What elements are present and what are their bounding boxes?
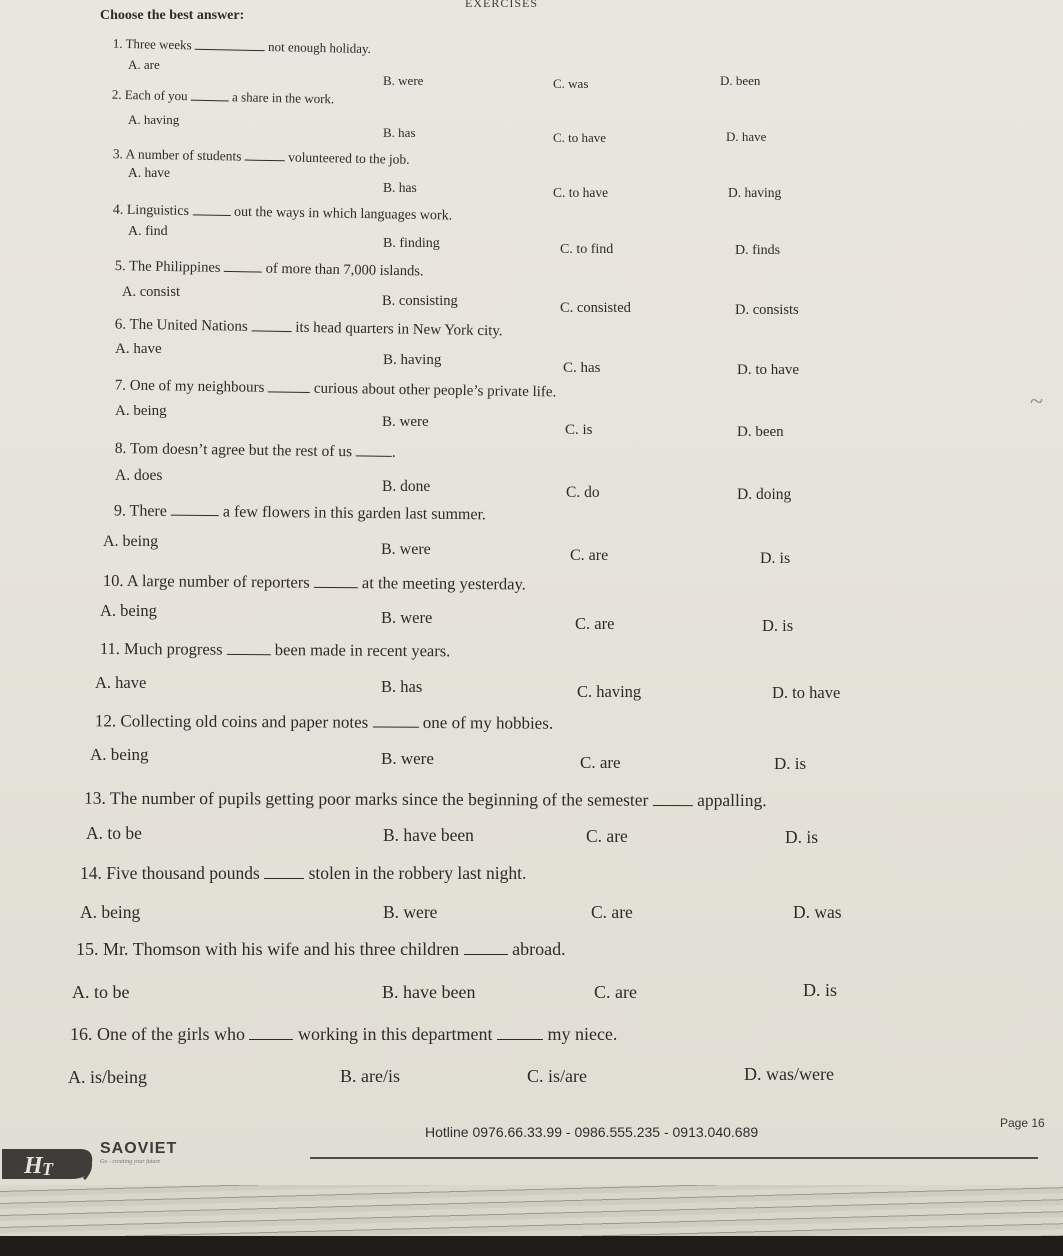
option-b[interactable]: B. have been: [383, 825, 474, 845]
question-number: 16.: [70, 1024, 93, 1045]
option-d[interactable]: D. been: [720, 73, 761, 88]
option-a[interactable]: A. consist: [122, 284, 180, 300]
answer-blank[interactable]: [356, 441, 392, 456]
option-a[interactable]: A. to be: [86, 823, 142, 843]
option-a[interactable]: A. is/being: [68, 1067, 147, 1087]
option-d[interactable]: D. is: [803, 980, 838, 1000]
option-d[interactable]: D. consists: [735, 302, 799, 318]
option-b[interactable]: B. were: [381, 541, 431, 558]
stem-before: A number of students: [125, 146, 242, 164]
option-c[interactable]: C. are: [586, 826, 628, 846]
stem-before: Three weeks: [125, 35, 192, 53]
option-b[interactable]: B. consisting: [382, 293, 458, 309]
answer-blank[interactable]: [464, 938, 508, 955]
question-number: 11.: [99, 638, 121, 658]
stem-after: .: [391, 443, 396, 461]
option-c[interactable]: C. are: [570, 547, 609, 564]
answer-blank[interactable]: [264, 862, 304, 879]
option-a[interactable]: A. having: [128, 112, 180, 127]
question-number: 7.: [114, 377, 127, 394]
option-a[interactable]: A. being: [80, 902, 141, 922]
stem-before: Much progress: [124, 639, 223, 659]
question-stem: [115, 375, 557, 401]
answer-blank[interactable]: [227, 639, 271, 655]
margin-mark: ~: [1030, 389, 1043, 415]
option-c[interactable]: C. do: [566, 484, 600, 501]
stem-before: The Philippines: [128, 258, 221, 276]
option-b[interactable]: B. have been: [382, 982, 476, 1002]
stem-after: abroad.: [512, 939, 566, 960]
question-number: 6.: [114, 316, 127, 333]
option-c[interactable]: C. consisted: [560, 300, 631, 316]
answer-blank[interactable]: [653, 789, 693, 806]
question-stem: [76, 938, 566, 960]
stem-after: one of my hobbies.: [422, 713, 554, 733]
stem-after: volunteered to the job.: [288, 149, 410, 167]
option-d[interactable]: D. is: [785, 827, 819, 847]
option-c[interactable]: C. is: [565, 422, 593, 438]
answer-blank[interactable]: [245, 148, 285, 162]
option-a[interactable]: A. does: [115, 467, 163, 484]
option-c[interactable]: C. was: [553, 76, 589, 91]
stem-before: Collecting old coins and paper notes: [120, 711, 369, 732]
stem-middle: working in this department: [297, 1024, 493, 1045]
option-c[interactable]: C. is/are: [527, 1066, 587, 1086]
option-a[interactable]: A. are: [128, 57, 160, 72]
answer-blank-2[interactable]: [497, 1023, 543, 1040]
answer-blank[interactable]: [249, 1023, 293, 1040]
svg-text:H: H: [24, 1153, 43, 1179]
option-c[interactable]: C. are: [594, 982, 637, 1002]
option-d[interactable]: D. finds: [735, 243, 781, 258]
option-d[interactable]: D. having: [728, 185, 782, 200]
question-number: 10.: [102, 570, 124, 591]
option-d[interactable]: D. is: [774, 754, 807, 773]
option-d[interactable]: D. been: [737, 424, 784, 440]
stem-after: out the ways in which languages work.: [233, 204, 453, 224]
option-b[interactable]: B. were: [381, 608, 433, 627]
option-d[interactable]: D. to have: [737, 362, 800, 378]
question-stem: [100, 638, 451, 661]
stem-after: my niece.: [547, 1024, 618, 1045]
option-b[interactable]: B. were: [381, 749, 434, 768]
page-number: Page 16: [1000, 1116, 1045, 1130]
answer-blank[interactable]: [171, 501, 219, 517]
stem-after: at the meeting yesterday.: [361, 573, 526, 594]
hotline-text: Hotline 0976.66.33.99 - 0986.555.235 - 0913.040.689: [425, 1124, 759, 1140]
question-stem: [84, 787, 767, 811]
question-number: 13.: [83, 787, 106, 808]
question-number: 1.: [112, 35, 123, 51]
option-c[interactable]: C. are: [575, 614, 615, 633]
option-a[interactable]: A. have: [128, 165, 170, 180]
option-b[interactable]: B. done: [382, 478, 431, 495]
option-b[interactable]: B. has: [383, 180, 417, 195]
stem-before: One of the girls who: [97, 1024, 245, 1045]
question-number: 4.: [112, 202, 124, 218]
question-stem: [113, 200, 453, 225]
question-stem: [115, 314, 503, 340]
option-c[interactable]: C. to find: [560, 242, 614, 257]
brand-name: SAOVIET: [100, 1140, 178, 1157]
stem-after: its head quarters in New York city.: [295, 319, 503, 340]
answer-blank[interactable]: [252, 316, 292, 331]
instructions: Choose the best answer:: [100, 8, 245, 23]
option-b[interactable]: B. were: [382, 414, 429, 430]
question-stem: [115, 256, 424, 280]
stem-before: Tom doesn’t agree but the rest of us: [129, 440, 353, 461]
option-c[interactable]: C. to have: [553, 185, 609, 200]
question-number: 3.: [112, 146, 124, 162]
question-stem: [114, 500, 486, 524]
option-a[interactable]: A. being: [90, 745, 149, 764]
stem-before: Five thousand pounds: [106, 862, 260, 883]
question-number: 15.: [76, 939, 99, 960]
stem-before: A large number of reporters: [126, 571, 310, 592]
svg-text:T: T: [42, 1159, 53, 1179]
option-a[interactable]: A. to be: [72, 982, 130, 1002]
stem-after: been made in recent years.: [274, 640, 451, 661]
option-a[interactable]: A. have: [115, 341, 162, 357]
answer-blank[interactable]: [314, 572, 358, 588]
option-b[interactable]: B. has: [383, 125, 416, 140]
question-stem: [113, 35, 371, 57]
stem-after: not enough holiday.: [267, 38, 372, 57]
option-d[interactable]: D. is: [760, 550, 791, 567]
stem-before: Linguistics: [126, 202, 190, 219]
answer-blank[interactable]: [191, 88, 229, 101]
question-stem: [103, 570, 526, 595]
page-header: EXERCISES: [465, 0, 539, 10]
answer-blank[interactable]: [224, 258, 262, 273]
option-a[interactable]: A. being: [103, 533, 159, 550]
option-c[interactable]: C. are: [591, 902, 633, 922]
stem-before: The United Nations: [129, 316, 248, 335]
option-d[interactable]: D. is: [762, 616, 794, 635]
question-stem: [95, 710, 553, 734]
answer-blank[interactable]: [192, 201, 230, 215]
question-stem: [70, 1023, 617, 1045]
option-b[interactable]: B. were: [383, 73, 424, 88]
brand-tagline: Go - creating your future: [100, 1159, 161, 1165]
stem-before: The number of pupils getting poor marks since the beginning of the semester: [109, 787, 649, 810]
question-stem: [80, 862, 526, 884]
answer-blank[interactable]: [373, 711, 419, 728]
stem-after: stolen in the robbery last night.: [308, 862, 527, 883]
question-number: 14.: [80, 862, 102, 883]
stem-after: of more than 7,000 islands.: [265, 260, 424, 280]
stem-before: Mr. Thomson with his wife and his three children: [103, 939, 460, 960]
option-b[interactable]: B. having: [383, 352, 442, 368]
option-c[interactable]: C. to have: [553, 130, 607, 145]
option-b[interactable]: B. were: [383, 902, 438, 922]
saoviet-logo-icon: [2, 1143, 98, 1185]
question-number: 5.: [114, 258, 126, 275]
option-c[interactable]: C. are: [580, 753, 621, 772]
question-stem: [112, 86, 335, 107]
option-b[interactable]: B. finding: [383, 236, 440, 251]
stem-after: appalling.: [697, 789, 767, 811]
option-b[interactable]: B. has: [381, 677, 423, 696]
option-d[interactable]: D. was: [793, 902, 842, 922]
question-number: 9.: [113, 502, 126, 520]
option-c[interactable]: C. has: [563, 360, 601, 376]
option-b[interactable]: B. are/is: [340, 1066, 400, 1086]
question-number: 8.: [114, 439, 127, 458]
stem-after: curious about other people’s private life.: [313, 380, 557, 401]
stem-after: a share in the work.: [231, 89, 335, 107]
option-d[interactable]: D. have: [726, 129, 767, 144]
answer-blank[interactable]: [268, 377, 310, 392]
question-number: 12.: [94, 711, 117, 731]
option-a[interactable]: A. have: [95, 673, 147, 692]
footer-divider: [310, 1157, 1038, 1159]
option-d[interactable]: D. doing: [737, 486, 792, 503]
stem-before: Each of you: [124, 86, 188, 104]
question-number: 2.: [111, 86, 122, 102]
option-a[interactable]: A. being: [100, 601, 157, 620]
option-d[interactable]: D. to have: [772, 683, 841, 702]
stem-before: One of my neighbours: [129, 377, 265, 396]
option-c[interactable]: C. having: [577, 682, 642, 701]
option-d[interactable]: D. was/were: [744, 1064, 834, 1084]
answer-blank[interactable]: [195, 37, 265, 51]
option-a[interactable]: A. being: [115, 403, 167, 419]
stem-after: a few flowers in this garden last summer.: [222, 503, 487, 524]
option-a[interactable]: A. find: [128, 224, 168, 239]
stem-before: There: [129, 502, 168, 520]
question-stem: [115, 438, 396, 462]
background-surface: [0, 1236, 1063, 1256]
